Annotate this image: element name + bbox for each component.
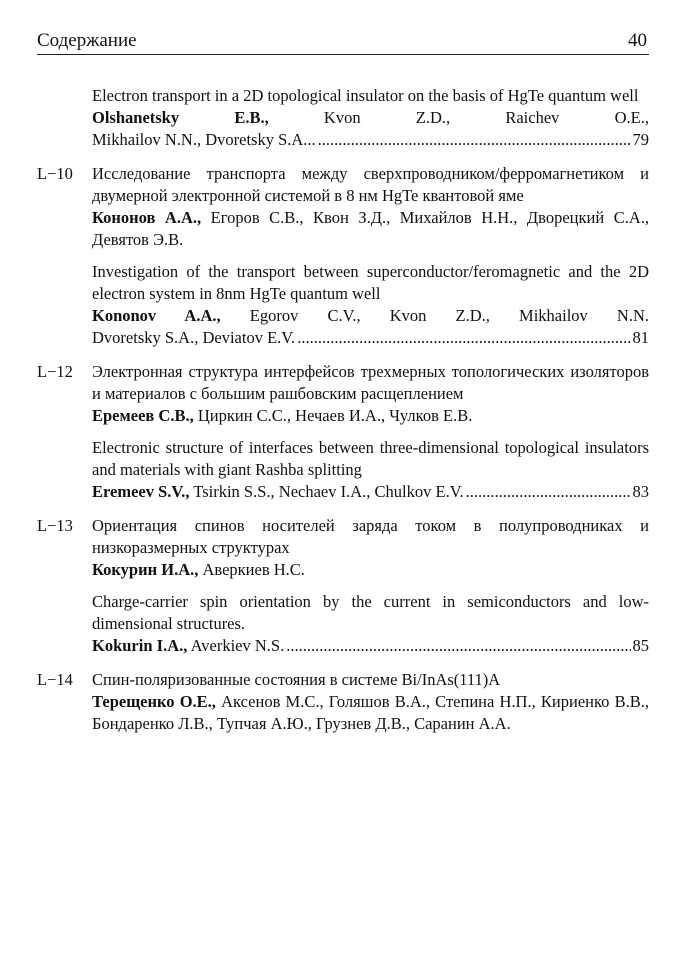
lead-author: Еремеев С.В., — [92, 406, 194, 425]
entry-title-ru: Электронная структура интерфейсов трехмерных топологических изоляторов и материалов с большим рашбовским расщеплением — [92, 362, 649, 403]
co-authors: Егоров С.В., Квон З.Д., Михайлов Н.Н., Дворецкий С.А., Девятов Э.В. — [92, 208, 650, 249]
entry-authors-ru — [92, 559, 649, 581]
co-authors-continued: Mikhailov N.N., Dvoretsky S.A... — [92, 130, 316, 149]
toc-entry — [37, 669, 649, 735]
russian-block — [92, 361, 649, 427]
entry-authors-en — [92, 305, 649, 327]
running-title: Содержание — [37, 30, 137, 51]
russian-block — [92, 669, 649, 735]
entry-title-ru: Исследование транспорта между сверхпроводником/ферромагнетиком и двумерной электронной системой в 8 нм HgTe квантовой яме — [92, 164, 649, 205]
toc-entry — [37, 515, 649, 657]
toc-content — [37, 85, 649, 735]
lead-author: Терещенко О.Е., — [92, 692, 216, 711]
english-block — [92, 85, 649, 151]
toc-entry — [37, 361, 649, 503]
toc-leader-line — [92, 481, 649, 503]
english-block — [92, 261, 649, 349]
english-block — [92, 591, 649, 657]
page-number: 40 — [628, 30, 647, 51]
lead-author: Olshanetsky E.B., — [92, 108, 269, 127]
toc-leader-line — [92, 635, 649, 657]
lead-author: Кокурин И.А., — [92, 560, 199, 579]
entry-title-en: Electron transport in a 2D topological insulator on the basis of HgTe quantum well — [92, 86, 639, 105]
entry-title-en: Electronic structure of interfaces between three-dimensional topological insulators and materials with giant Rashba splitting — [92, 438, 649, 479]
dot-leader — [466, 481, 631, 503]
co-authors: Tsirkin S.S., Nechaev I.A., Chulkov E.V. — [189, 482, 464, 501]
entry-authors-en — [92, 107, 649, 129]
entry-title-ru: Ориентация спинов носителей заряда током в полупроводниках и низкоразмерных структурах — [92, 516, 649, 557]
entry-authors-ru — [92, 207, 649, 251]
entry-title-en: Investigation of the transport between superconductor/feromagnetic and the 2D electron system in 8nm HgTe quantum well — [92, 262, 649, 303]
co-authors: Averkiev N.S. — [187, 636, 285, 655]
co-authors: Аверкиев Н.С. — [198, 560, 305, 579]
entry-page-number[interactable]: 81 — [632, 328, 649, 347]
co-authors: Egorov C.V., Kvon Z.D., Mikhailov N.N. — [220, 306, 650, 325]
toc-entry — [37, 163, 649, 349]
co-authors: Аксенов М.С., Голяшов В.А., Степина Н.П., Кириенко В.В., Бондаренко Л.В., Тупчая А.Ю., Грузнев Д.В., Саранин А.А. — [92, 692, 649, 733]
entry-page-number[interactable]: 85 — [632, 636, 649, 655]
lead-author: Kononov A.A., — [92, 306, 221, 325]
toc-entry — [37, 85, 649, 151]
entry-code: L−12 — [37, 362, 73, 381]
co-authors: Kvon Z.D., Raichev O.E., — [268, 108, 649, 127]
entry-title-ru: Спин-поляризованные состояния в системе Bi/InAs(111)A — [92, 670, 501, 689]
entry-code: L−14 — [37, 670, 73, 689]
lead-author: Кононов А.А., — [92, 208, 202, 227]
entry-page-number[interactable]: 79 — [632, 130, 649, 149]
toc-leader-line — [92, 129, 649, 151]
entry-page-number[interactable]: 83 — [632, 482, 649, 501]
russian-block — [92, 515, 649, 581]
english-block — [92, 437, 649, 503]
co-authors: Циркин С.С., Нечаев И.А., Чулков Е.В. — [193, 406, 473, 425]
co-authors-continued: Dvoretsky S.A., Deviatov E.V. — [92, 328, 296, 347]
entry-authors-ru — [92, 691, 649, 735]
lead-author: Eremeev S.V., — [92, 482, 190, 501]
lead-author: Kokurin I.A., — [92, 636, 188, 655]
dot-leader — [286, 635, 630, 657]
entry-authors-ru — [92, 405, 649, 427]
toc-leader-line — [92, 327, 649, 349]
dot-leader — [318, 129, 631, 151]
page-header — [37, 22, 649, 55]
entry-code: L−13 — [37, 516, 73, 535]
dot-leader — [297, 327, 630, 349]
entry-code: L−10 — [37, 164, 73, 183]
entry-title-en: Charge-carrier spin orientation by the current in semiconductors and low-dimensional structures. — [92, 592, 649, 633]
russian-block — [92, 163, 649, 251]
